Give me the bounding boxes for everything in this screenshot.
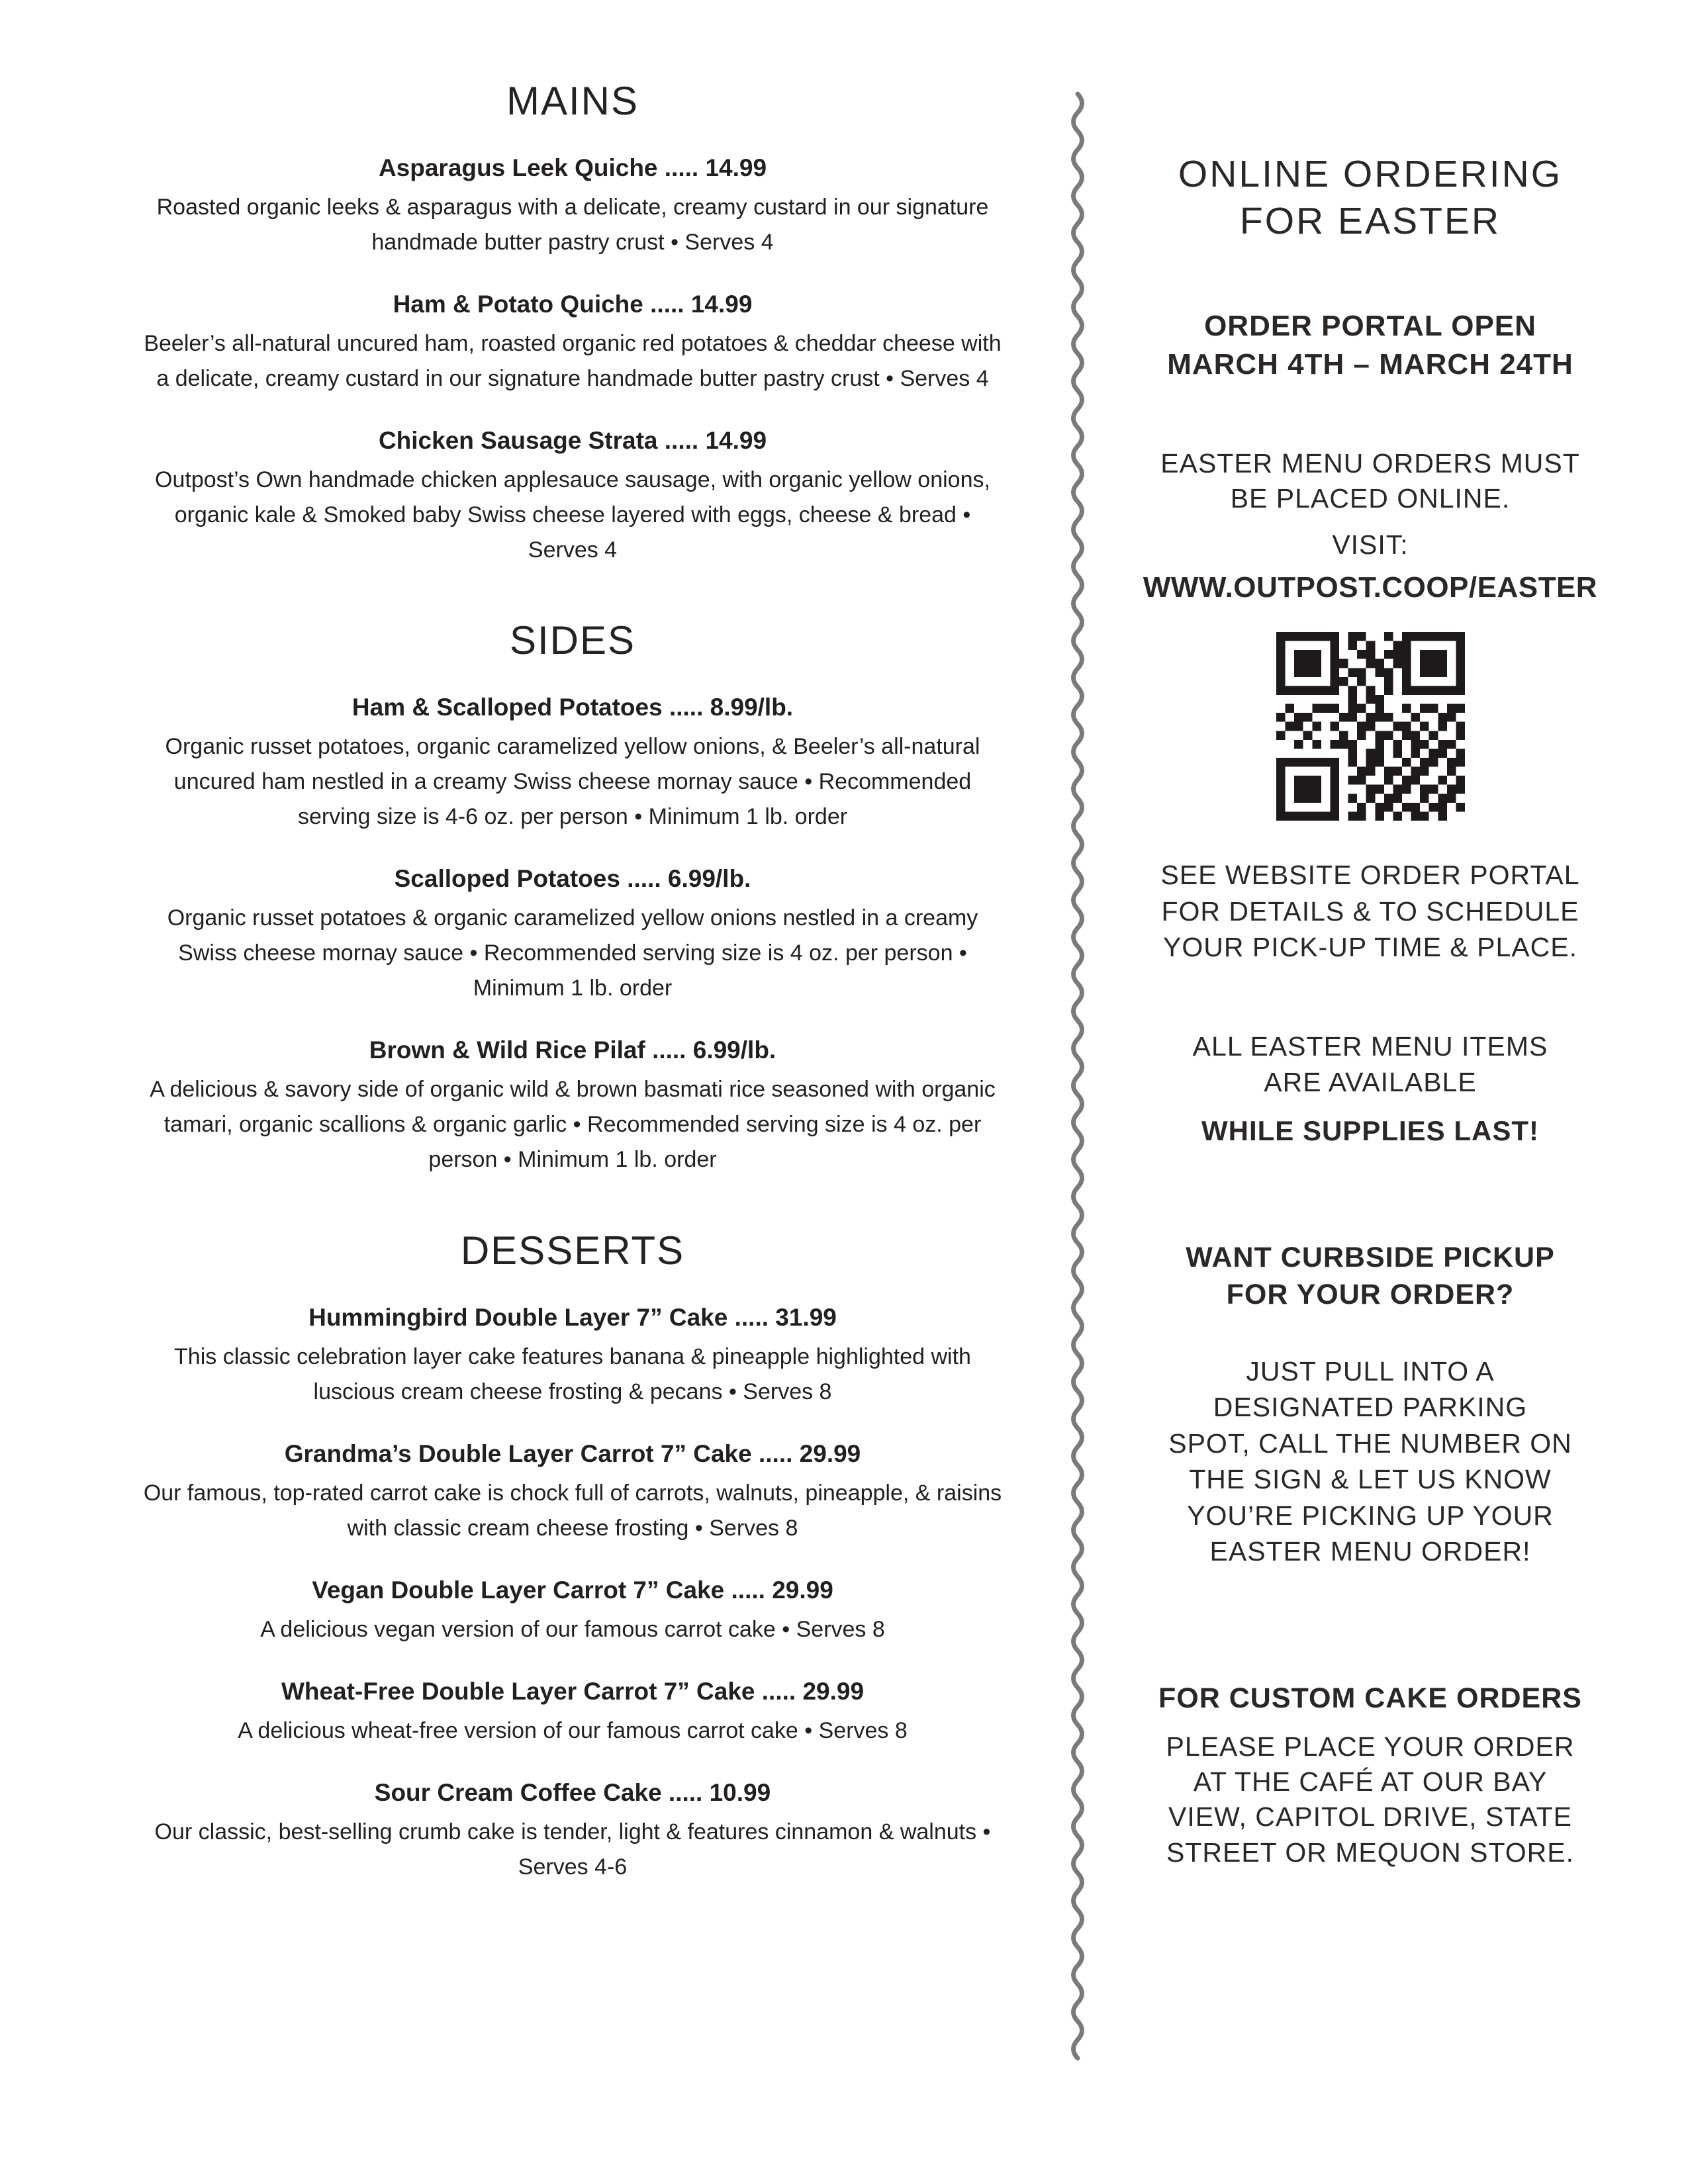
right-column — [1112, 151, 1628, 1870]
custom-cake-line: PLEASE PLACE YOUR ORDER — [1166, 1731, 1575, 1762]
menu-item-name: Scalloped Potatoes ..... 6.99/lb. — [394, 865, 751, 893]
orders-online-line: BE PLACED ONLINE. — [1230, 483, 1511, 514]
menu-item-description: Our classic, best-selling crumb cake is tender, light & features cinnamon & walnuts • Serves 4-6 — [154, 1819, 991, 1880]
menu-item-name: Ham & Potato Quiche ..... 14.99 — [393, 291, 753, 318]
menu-item — [113, 1440, 1033, 1546]
menu-item — [113, 291, 1033, 396]
portal-details-line: SEE WEBSITE ORDER PORTAL — [1160, 860, 1580, 891]
menu-item — [113, 427, 1033, 568]
custom-cake-line: AT THE CAFÉ AT OUR BAY — [1193, 1766, 1548, 1797]
menu-item-name: Grandma’s Double Layer Carrot 7” Cake ..... 29.99 — [284, 1439, 861, 1467]
curbside-body-line: THE SIGN & LET US KNOW — [1189, 1464, 1552, 1495]
menu-item-name: Chicken Sausage Strata ..... 14.99 — [378, 427, 767, 455]
while-supplies-last: WHILE SUPPLIES LAST! — [1201, 1115, 1539, 1146]
orders-must-be-online-note — [1112, 446, 1628, 517]
wavy-divider-path — [1074, 94, 1082, 2058]
menu-item-description: A delicious wheat-free version of our famous carrot cake • Serves 8 — [238, 1717, 908, 1743]
menu-item-name: Brown & Wild Rice Pilaf ..... 6.99/lb. — [369, 1036, 776, 1064]
curbside-pickup-heading — [1112, 1240, 1628, 1314]
curbside-heading-line: FOR YOUR ORDER? — [1226, 1278, 1515, 1310]
curbside-body-line: EASTER MENU ORDER! — [1209, 1536, 1531, 1567]
custom-cake-line: VIEW, CAPITOL DRIVE, STATE — [1168, 1801, 1572, 1833]
menu-item — [113, 865, 1033, 1006]
portal-details-note — [1112, 857, 1628, 966]
left-column — [113, 78, 1033, 1885]
order-url: WWW.OUTPOST.COOP/EASTER — [1143, 571, 1598, 604]
curbside-body-line: DESIGNATED PARKING — [1213, 1392, 1528, 1423]
orders-online-line: EASTER MENU ORDERS MUST — [1160, 447, 1580, 478]
menu-item — [113, 1304, 1033, 1410]
online-ordering-heading — [1112, 151, 1628, 244]
menu-section-desserts — [113, 1228, 1033, 1885]
portal-details-line: FOR DETAILS & TO SCHEDULE — [1161, 895, 1579, 927]
custom-cake-line: STREET OR MEQUON STORE. — [1166, 1837, 1575, 1868]
menu-item-description: A delicious & savory side of organic wild & brown basmati rice seasoned with organic tamari, organic scallions & organic garlic • Recommended serving size is 4 oz. per person • Minimum 1 lb. order — [150, 1077, 996, 1173]
heading-line: ONLINE ORDERING — [1178, 153, 1563, 195]
menu-item-name: Vegan Double Layer Carrot 7” Cake ..... 29.99 — [312, 1576, 833, 1604]
menu-item-name: Wheat-Free Double Layer Carrot 7” Cake ..... 29.99 — [281, 1677, 865, 1705]
heading-line: FOR EASTER — [1239, 199, 1501, 242]
menu-section-sides — [113, 617, 1033, 1177]
curbside-pickup-instructions — [1112, 1353, 1628, 1570]
menu-item-name: Asparagus Leek Quiche ..... 14.99 — [378, 154, 767, 181]
availability-line: ALL EASTER MENU ITEMS — [1192, 1030, 1548, 1062]
menu-item — [113, 1036, 1033, 1177]
menu-item-name: Sour Cream Coffee Cake ..... 10.99 — [374, 1778, 771, 1806]
menu-item — [113, 1576, 1033, 1647]
menu-item-description: Our famous, top-rated carrot cake is chock full of carrots, walnuts, pineapple, & raisins with classic cream cheese frosting • Serves 8 — [143, 1480, 1002, 1541]
order-portal-open-dates — [1112, 307, 1628, 383]
custom-cake-orders-instructions — [1112, 1729, 1628, 1870]
menu-item-description: Organic russet potatoes & organic caramelized yellow onions nestled in a creamy Swiss cheese mornay sauce • Recommended serving size is 4 oz. per person • Minimum 1 lb. order — [167, 905, 978, 1001]
qr-code — [1276, 632, 1465, 821]
menu-item — [113, 1678, 1033, 1749]
custom-cake-orders-heading: FOR CUSTOM CAKE ORDERS — [1158, 1682, 1582, 1714]
curbside-body-line: JUST PULL INTO A — [1246, 1355, 1495, 1387]
section-title-desserts: DESSERTS — [460, 1228, 685, 1273]
menu-item-name: Hummingbird Double Layer 7” Cake ..... 31.99 — [308, 1303, 837, 1331]
menu-item — [113, 694, 1033, 835]
menu-item-description: A delicious vegan version of our famous carrot cake • Serves 8 — [260, 1616, 885, 1642]
menu-item — [113, 154, 1033, 260]
wavy-divider — [1063, 91, 1092, 2083]
section-title-mains: MAINS — [506, 79, 639, 123]
curbside-body-line: SPOT, CALL THE NUMBER ON — [1168, 1428, 1572, 1459]
menu-item — [113, 1779, 1033, 1885]
menu-item-description: Roasted organic leeks & asparagus with a delicate, creamy custard in our signature handmade butter pastry crust • Serves 4 — [156, 195, 989, 255]
visit-label: VISIT: — [1332, 529, 1409, 561]
portal-open-line: MARCH 4TH – MARCH 24TH — [1167, 347, 1573, 381]
portal-open-line: ORDER PORTAL OPEN — [1204, 310, 1536, 343]
menu-item-description: Outpost’s Own handmade chicken applesauce sausage, with organic yellow onions, organic kale & Smoked baby Swiss cheese layered with eggs, cheese & bread • Serves 4 — [155, 467, 990, 563]
menu-item-description: Beeler’s all-natural uncured ham, roasted organic red potatoes & cheddar cheese with a delicate, creamy custard in our signature handmade butter pastry crust • Serves 4 — [144, 331, 1002, 392]
curbside-body-line: YOU’RE PICKING UP YOUR — [1187, 1500, 1554, 1531]
curbside-heading-line: WANT CURBSIDE PICKUP — [1186, 1241, 1555, 1273]
menu-item-description: Organic russet potatoes, organic caramelized yellow onions, & Beeler’s all-natural uncured ham nestled in a creamy Swiss cheese mornay sauce • Recommended serving size is 4-6 oz. per person • Minimum 1 lb. order — [165, 734, 980, 830]
portal-details-line: YOUR PICK-UP TIME & PLACE. — [1163, 932, 1577, 963]
availability-line: ARE AVAILABLE — [1264, 1067, 1477, 1098]
menu-item-description: This classic celebration layer cake features banana & pineapple highlighted with luscious cream cheese frosting & pecans • Serves 8 — [174, 1343, 971, 1404]
availability-note — [1112, 1028, 1628, 1101]
menu-item-name: Ham & Scalloped Potatoes ..... 8.99/lb. — [352, 694, 794, 721]
section-title-sides: SIDES — [509, 618, 636, 663]
menu-section-mains — [113, 78, 1033, 568]
